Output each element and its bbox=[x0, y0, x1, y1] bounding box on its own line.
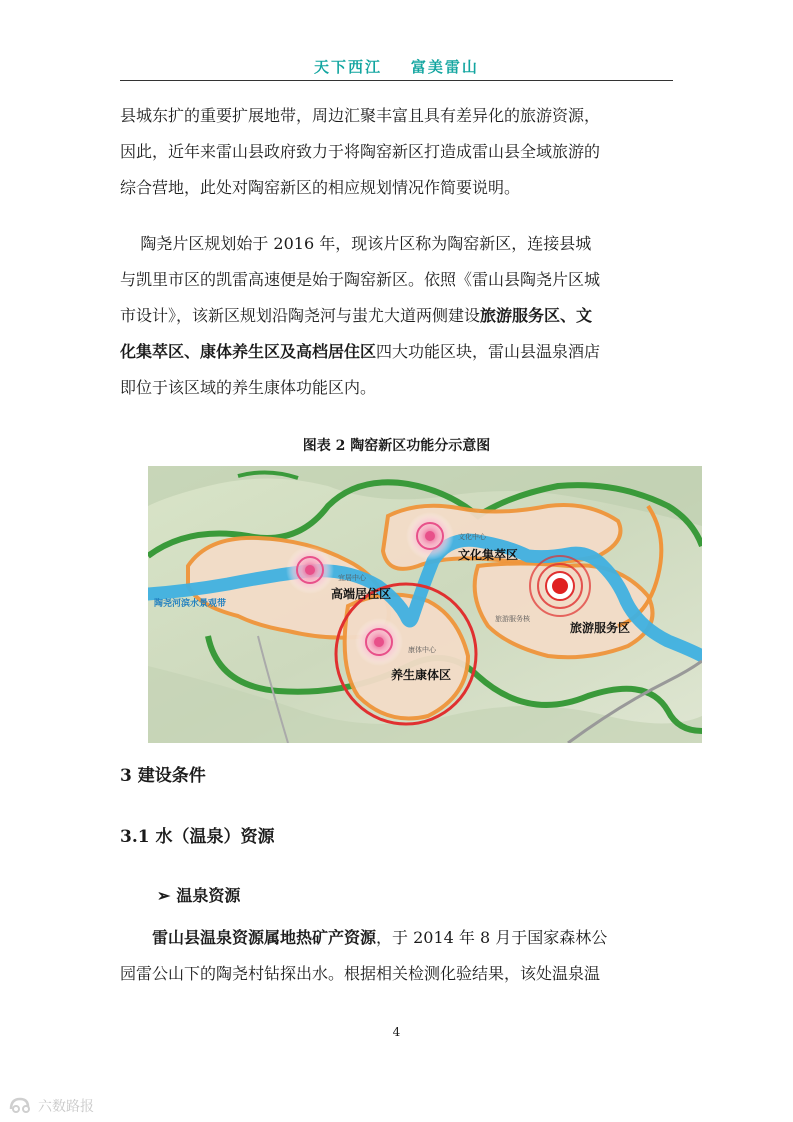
culture-center-label: 文化中心 bbox=[458, 533, 486, 541]
subsection-heading: 3.1 水（温泉）资源 bbox=[120, 827, 275, 847]
residential-center-label: 宜居中心 bbox=[338, 574, 366, 582]
paragraph-line bbox=[120, 920, 673, 956]
page-header-title: 天下西江 富美雷山 bbox=[314, 58, 479, 76]
culture-node bbox=[406, 512, 454, 560]
paragraph-line bbox=[120, 334, 673, 370]
residential-node bbox=[286, 546, 334, 594]
bold-text: 旅游服务区、文 bbox=[480, 306, 593, 325]
tourism-node-dot bbox=[552, 578, 568, 594]
paragraph-line: 因此，近年来雷山县政府致力于将陶窑新区打造成雷山县全域旅游的 bbox=[120, 142, 601, 161]
bold-text: 雷山县温泉资源属地热矿产资源 bbox=[152, 928, 377, 947]
tourism-core-label: 旅游服务核 bbox=[495, 615, 530, 623]
watermark-logo-icon bbox=[8, 1095, 34, 1115]
health-node bbox=[355, 618, 403, 666]
culture-node-dot bbox=[425, 531, 435, 541]
sub-subsection-title: 温泉资源 bbox=[176, 886, 241, 905]
tourism-zone-label: 旅游服务区 bbox=[570, 621, 631, 635]
paragraph-line: 即位于该区域的养生康体功能区内。 bbox=[120, 378, 377, 397]
zoning-map bbox=[148, 466, 702, 743]
health-center-label: 康体中心 bbox=[408, 646, 436, 654]
paragraph-line: 综合营地，此处对陶窑新区的相应规划情况作简要说明。 bbox=[120, 178, 521, 197]
paragraph-text: 市设计》，该新区规划沿陶尧河与蚩尤大道两侧建设 bbox=[120, 306, 481, 325]
paragraph-intro bbox=[120, 98, 673, 206]
arrow-bullet-icon: ➢ bbox=[157, 886, 171, 905]
paragraph-line bbox=[120, 298, 673, 334]
health-zone-label: 养生康体区 bbox=[391, 668, 452, 682]
tourism-node bbox=[530, 556, 590, 616]
header-divider bbox=[120, 80, 673, 81]
paragraph-planning bbox=[120, 226, 673, 406]
paragraph-line: 县城东扩的重要扩展地带，周边汇聚丰富且具有差异化的旅游资源， bbox=[120, 106, 601, 125]
paragraph-hot-spring bbox=[120, 920, 673, 992]
page-number: 4 bbox=[392, 1025, 401, 1039]
residential-zone-label: 高端居住区 bbox=[331, 587, 392, 601]
bold-text: 化集萃区、康体养生区及高档居住区 bbox=[120, 342, 377, 361]
health-node-dot bbox=[374, 637, 384, 647]
section-heading: 3 建设条件 bbox=[120, 766, 206, 786]
residential-node-dot bbox=[305, 565, 315, 575]
river-label: 陶尧河滨水景观带 bbox=[154, 599, 227, 609]
paragraph-line: 陶尧片区规划始于 2016 年，现该片区称为陶窑新区，连接县城 bbox=[120, 234, 592, 253]
sub-subsection-heading bbox=[157, 883, 240, 906]
paragraph-text: ，于 2014 年 8 月于国家森林公 bbox=[376, 928, 608, 947]
culture-zone-label: 文化集萃区 bbox=[458, 548, 519, 562]
paragraph-line: 与凯里市区的凯雷高速便是始于陶窑新区。依照《雷山县陶尧片区城 bbox=[120, 270, 601, 289]
watermark-text: 六数路报 bbox=[38, 1099, 94, 1115]
figure-caption: 图表 2 陶窑新区功能分示意图 bbox=[302, 438, 491, 454]
paragraph-line: 园雷公山下的陶尧村钻探出水。根据相关检测化验结果，该处温泉温 bbox=[120, 964, 601, 983]
paragraph-text: 四大功能区块，雷山县温泉酒店 bbox=[376, 342, 601, 361]
